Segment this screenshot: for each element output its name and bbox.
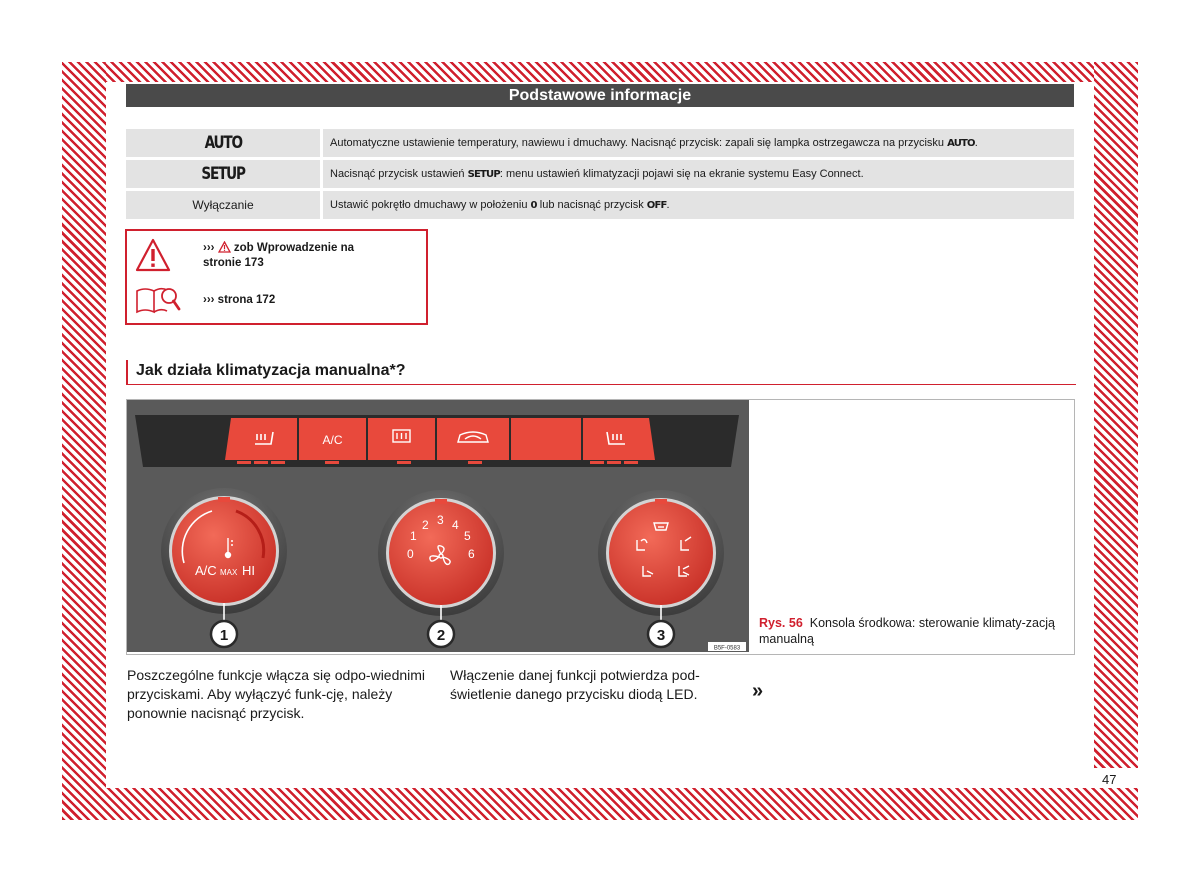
body-text-column-1: Poszczególne funkcje włącza się odpo-wiednimi przyciskami. Aby wyłączyć funk-cję, należy ponownie nacisnąć przycisk.	[127, 667, 426, 721]
air-distribution-knob[interactable]	[598, 490, 724, 616]
fan-speed-3: 3	[437, 513, 444, 527]
manual-book-icon	[135, 285, 181, 315]
border-hatch-bottom	[62, 788, 1138, 820]
warning-line-2: stronie 173	[203, 257, 264, 269]
page-header-title: Podstawowe informacje	[126, 84, 1074, 107]
fan-speed-2: 2	[422, 518, 429, 532]
desc-text: Automatyczne ustawienie temperatury, nawiewu i dmuchawy. Nacisnąć przycisk: zapali się lampka ostrzegawcza na przycisku	[330, 137, 948, 149]
fan-speed-1: 1	[410, 529, 417, 543]
warning-triangle-icon	[135, 237, 171, 273]
table-desc-cell	[323, 191, 1074, 219]
temperature-knob[interactable]	[161, 488, 287, 614]
seat-heat-right-button[interactable]	[583, 418, 655, 460]
table-desc-cell	[323, 160, 1074, 188]
desc-text-end: .	[974, 137, 978, 149]
rear-defrost-button[interactable]	[368, 418, 435, 460]
section-heading	[126, 360, 1076, 385]
callout-1	[211, 621, 237, 647]
fan-speed-5: 5	[464, 529, 471, 543]
figure-caption	[759, 615, 1067, 647]
page-number: 47	[1102, 772, 1117, 787]
table-row	[126, 191, 1074, 219]
table-desc-cell	[323, 129, 1074, 157]
ac-button[interactable]	[299, 418, 366, 460]
off-keyword: OFF	[646, 200, 667, 211]
manual-reference-text: ››› strona 172	[203, 294, 276, 306]
border-hatch-left	[62, 62, 106, 820]
setup-keyword: SETUP	[467, 169, 500, 180]
callout-3	[648, 621, 674, 647]
knob-ac-label: A/C	[195, 563, 217, 578]
climate-panel-svg	[127, 400, 749, 652]
empty-button[interactable]	[511, 418, 581, 460]
fan-speed-knob[interactable]	[378, 490, 504, 616]
callout-3-label: 3	[656, 627, 666, 644]
border-hatch-top	[62, 62, 1138, 82]
chevron-prefix: ›››	[203, 242, 215, 254]
ac-button-label: A/C	[322, 433, 343, 447]
figure-caption-text: Konsola środkowa: sterowanie klimaty-zacją manualną	[759, 616, 1055, 646]
auto-key-label: AUTO	[204, 133, 242, 153]
zero-keyword: 0	[530, 200, 537, 211]
climate-panel-illustration	[127, 400, 749, 652]
desc-text: Nacisnąć przycisk ustawień	[330, 168, 468, 180]
desc-text: Ustawić pokrętło dmuchawy w położeniu	[330, 199, 531, 211]
callout-2-label: 2	[436, 627, 446, 644]
desc-text-end: : menu ustawień klimatyzacji pojawi się na ekranie systemu Easy Connect.	[499, 168, 864, 180]
image-code-tag	[708, 642, 746, 652]
warning-box	[125, 229, 428, 325]
info-table	[126, 126, 1074, 222]
callout-1-label: 1	[219, 627, 229, 644]
table-key-cell	[126, 191, 323, 219]
setup-key-label: SETUP	[201, 164, 245, 184]
auto-keyword: AUTO	[947, 138, 975, 149]
warning-reference-text	[203, 241, 413, 271]
seat-heat-left-button[interactable]	[225, 418, 297, 460]
desc-text-end: .	[666, 199, 670, 211]
fan-speed-0: 0	[407, 547, 414, 561]
fan-speed-6: 6	[468, 547, 475, 561]
knob-max-label: MAX	[220, 568, 238, 577]
continue-marker: »	[752, 680, 764, 702]
table-row	[126, 160, 1074, 188]
mini-warning-icon	[218, 241, 231, 253]
desc-text-mid: lub nacisnąć przycisk	[536, 199, 647, 211]
body-text-column-2: Włączenie danej funkcji potwierdza pod-świetlenie danego przycisku diodą LED.	[450, 667, 700, 702]
figure-label: Rys. 56	[759, 616, 803, 630]
table-row	[126, 129, 1074, 157]
knob-hi-label: HI	[242, 563, 255, 578]
callout-2	[428, 621, 454, 647]
table-key-cell	[126, 160, 323, 188]
image-code: B5F-0583	[713, 645, 741, 652]
border-hatch-right	[1094, 62, 1138, 768]
off-key-label: Wyłączanie	[192, 198, 254, 212]
fan-speed-4: 4	[452, 518, 459, 532]
section-title: Jak działa klimatyzacja manualna*?	[136, 362, 406, 379]
table-key-cell	[126, 129, 323, 157]
warning-line-1: zob Wprowadzenie na	[230, 242, 355, 254]
recirculation-button[interactable]	[437, 418, 509, 460]
